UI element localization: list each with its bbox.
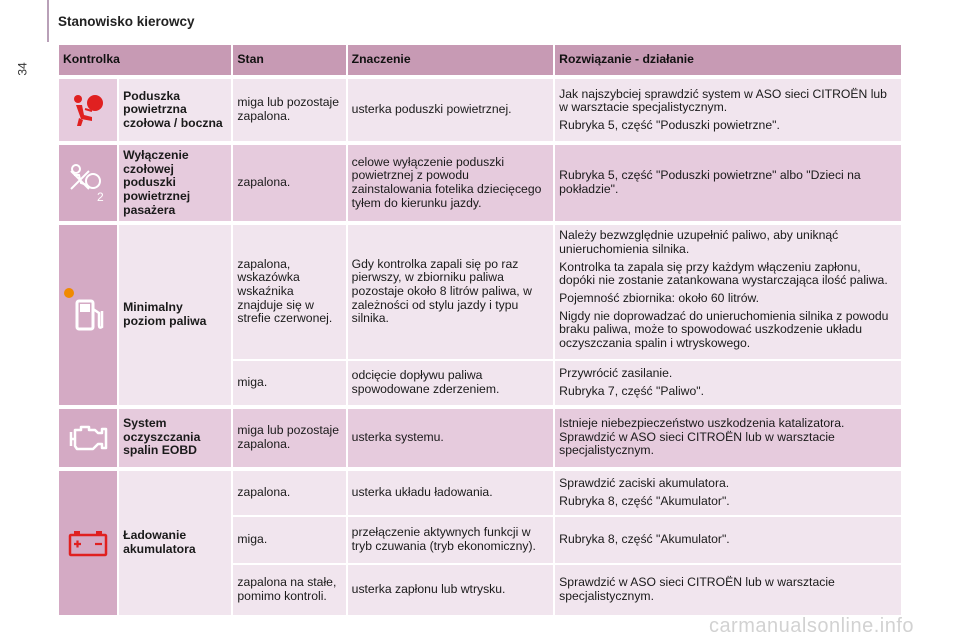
rozwiazanie-line: Nigdy nie doprowadzać do unieruchomienia silnika z powodu braku paliwa, może to spowodować uszkodzenie układu oczyszczania spalin i wtryskowego.: [559, 308, 889, 350]
passenger-airbag-off-icon: [63, 161, 113, 205]
stan-cell: miga lub pozostaje zapalona.: [233, 79, 345, 141]
rozwiazanie-cell: [555, 79, 901, 141]
rozwiazanie-cell: [555, 563, 901, 615]
rozwiazanie-line: Rubryka 8, część "Akumulator".: [559, 493, 730, 508]
watermark-text: carmanualsonline.info: [708, 615, 914, 637]
rozwiazanie-cell: [555, 515, 901, 563]
header-rozwiazanie: Rozwiązanie - działanie: [555, 45, 901, 75]
page-number: 34: [15, 62, 30, 76]
znaczenie-cell: Gdy kontrolka zapali się po raz pierwszy, w zbiorniku paliwa pozostaje około 8 litrów paliwa, w zależności od stylu jazdy i typu silnika.: [348, 225, 553, 358]
rozwiazanie-line: Istnieje niebezpieczeństwo uszkodzenia katalizatora. Sprawdzić w ASO sieci CITROËN lub w warsztacie specjalistycznym.: [559, 416, 845, 458]
light-name: Wyłączenie czołowej poduszki powietrznej pasażera: [119, 145, 231, 221]
znaczenie-cell: usterka systemu.: [348, 409, 553, 467]
icon-cell: [59, 225, 117, 404]
rozwiazanie-line: Kontrolka ta zapala się przy każdym włączeniu zapłonu, dopóki nie zostanie zatankowana wystarczająca ilość paliwa.: [559, 259, 888, 288]
table-row: [59, 79, 901, 141]
table-row: [59, 409, 901, 467]
znaczenie-cell: usterka poduszki powietrznej.: [348, 79, 553, 141]
warning-lights-table: [57, 45, 903, 615]
engine-check-icon: [63, 422, 113, 454]
icon-cell: [59, 471, 117, 615]
stan-cell: miga.: [233, 515, 345, 563]
section-title: Stanowisko kierowcy: [58, 14, 195, 29]
table-row: [59, 145, 901, 221]
rozwiazanie-cell: [555, 359, 901, 405]
rozwiazanie-line: Sprawdzić zaciski akumulatora.: [559, 475, 730, 490]
side-accent-bar: [47, 0, 49, 42]
rozwiazanie-cell: [555, 471, 901, 515]
table-row: [59, 471, 901, 515]
svg-text:2: 2: [97, 190, 104, 205]
znaczenie-cell: odcięcie dopływu paliwa spowodowane zderzeniem.: [348, 359, 553, 405]
stan-cell: zapalona na stałe, pomimo kontroli.: [233, 563, 345, 615]
light-name: Minimalny poziom paliwa: [119, 225, 231, 404]
rozwiazanie-line: Rubryka 5, część "Poduszki powietrzne".: [559, 117, 780, 132]
znaczenie-cell: usterka układu ładowania.: [348, 471, 553, 515]
table-row: [59, 225, 901, 358]
stan-cell: zapalona.: [233, 471, 345, 515]
rozwiazanie-line: Pojemność zbiornika: około 60 litrów.: [559, 290, 759, 305]
table-header-row: [59, 45, 901, 75]
rozwiazanie-line: Rubryka 7, część "Paliwo".: [559, 383, 704, 398]
icon-cell: [59, 409, 117, 467]
znaczenie-cell: usterka zapłonu lub wtrysku.: [348, 563, 553, 615]
icon-cell: [59, 79, 117, 141]
rozwiazanie-cell: [555, 145, 901, 221]
light-name: Ładowanie akumulatora: [119, 471, 231, 615]
battery-icon: [63, 528, 113, 558]
rozwiazanie-line: Rubryka 8, część "Akumulator".: [559, 531, 730, 546]
rozwiazanie-line: Należy bezwzględnie uzupełnić paliwo, aby uniknąć unieruchomienia silnika.: [559, 228, 839, 256]
rozwiazanie-line: Jak najszybciej sprawdzić system w ASO sieci CITROËN lub w warsztacie specjalistycznym.: [559, 86, 887, 115]
header-znaczenie: Znaczenie: [348, 45, 553, 75]
header-stan: Stan: [233, 45, 345, 75]
znaczenie-cell: przełączenie aktywnych funkcji w tryb czuwania (tryb ekonomiczny).: [348, 515, 553, 563]
rozwiazanie-cell: [555, 225, 901, 358]
header-kontrolka: Kontrolka: [59, 45, 231, 75]
stan-cell: zapalona, wskazówka wskaźnika znajduje się w strefie czerwonej.: [233, 225, 345, 358]
rozwiazanie-line: Przywrócić zasilanie.: [559, 365, 673, 380]
rozwiazanie-line: Sprawdzić w ASO sieci CITROËN lub w warsztacie specjalistycznym.: [559, 574, 835, 603]
front-airbag-icon: [63, 90, 113, 130]
light-name: Poduszka powietrzna czołowa / boczna: [119, 79, 231, 141]
fuel-pump-icon: [63, 287, 113, 343]
stan-cell: miga.: [233, 359, 345, 405]
light-name: System oczyszczania spalin EOBD: [119, 409, 231, 467]
stan-cell: zapalona.: [233, 145, 345, 221]
rozwiazanie-line: Rubryka 5, część "Poduszki powietrzne" albo "Dzieci na pokładzie".: [559, 168, 861, 197]
stan-cell: miga lub pozostaje zapalona.: [233, 409, 345, 467]
rozwiazanie-cell: [555, 409, 901, 467]
icon-cell: [59, 145, 117, 221]
znaczenie-cell: celowe wyłączenie poduszki powietrznej z powodu zainstalowania fotelika dziecięcego tyłem do kierunku jazdy.: [348, 145, 553, 221]
